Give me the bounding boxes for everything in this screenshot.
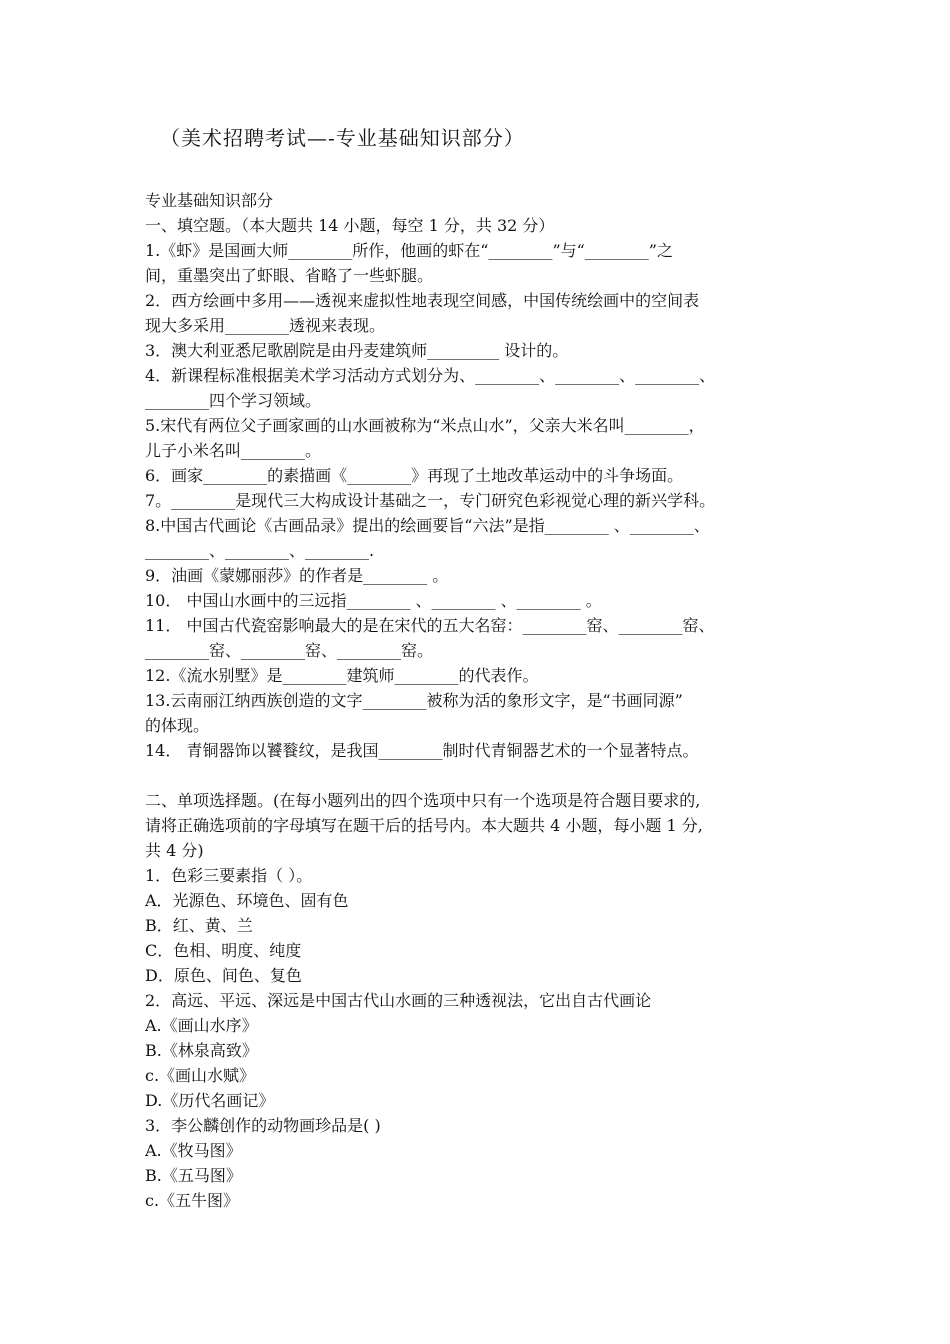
question-line: ________、________、________. bbox=[145, 541, 375, 560]
question-line: ________四个学习领域。 bbox=[145, 391, 322, 410]
question-line: 10． 中国山水画中的三远指________ 、________ 、________ 。 bbox=[145, 591, 602, 610]
question-line: 14． 青铜器饰以饕餮纹，是我国________制时代青铜器艺术的一个显著特点。 bbox=[145, 741, 699, 760]
section2-header: 共 4 分) bbox=[145, 841, 204, 860]
choice-line: B．红、黄、兰 bbox=[145, 916, 253, 935]
question-line: 4．新课程标准根据美术学习活动方式划分为、________、________、________、 bbox=[145, 366, 716, 385]
choice-line: 3．李公麟创作的动物画珍品是( ) bbox=[145, 1116, 381, 1135]
question-line: 8.中国古代画论《古画品录》提出的绘画要旨“六法”是指________ 、________、 bbox=[145, 516, 710, 535]
choice-line: D.《历代名画记》 bbox=[145, 1091, 275, 1110]
question-line: 的体现。 bbox=[145, 716, 210, 735]
choice-line: B.《林泉高致》 bbox=[145, 1041, 258, 1060]
question-line: 13.云南丽江纳西族创造的文字________被称为活的象形文字，是“书画同源” bbox=[145, 691, 683, 710]
question-line: 3．澳大利亚悉尼歌剧院是由丹麦建筑师_________ 设计的。 bbox=[145, 341, 569, 360]
document-title: （美术招聘考试—-专业基础知识部分） bbox=[160, 126, 525, 150]
question-line: 儿子小米名叫________。 bbox=[145, 441, 322, 460]
choice-line: c.《五牛图》 bbox=[145, 1191, 240, 1210]
question-line: ________窑、________窑、________窑。 bbox=[145, 641, 434, 660]
section2-header: 二、单项选择题。(在每小题列出的四个选项中只有一个选项是符合题目要求的, bbox=[145, 791, 701, 810]
choice-line: c.《画山水赋》 bbox=[145, 1066, 256, 1085]
question-line: 间，重墨突出了虾眼、省略了一些虾腿。 bbox=[145, 266, 434, 285]
choice-line: 2．高远、平远、深远是中国古代山水画的三种透视法，它出自古代画论 bbox=[145, 991, 652, 1010]
choice-line: A．光源色、环境色、固有色 bbox=[145, 891, 349, 910]
question-line: 6．画家________的素描画《________》再现了土地改革运动中的斗争场面。 bbox=[145, 466, 684, 485]
choice-line: D．原色、间色、复色 bbox=[145, 966, 302, 985]
question-line: 1.《虾》是国画大师________所作，他画的虾在“________”与“________”之 bbox=[145, 241, 673, 260]
choice-line: A.《牧马图》 bbox=[145, 1141, 242, 1160]
question-line: 12.《流水别墅》是________建筑师________的代表作。 bbox=[145, 666, 539, 685]
choice-line: C．色相、明度、纯度 bbox=[145, 941, 302, 960]
section2-header: 请将正确选项前的字母填写在题干后的括号内。本大题共 4 小题，每小题 1 分, bbox=[145, 816, 703, 835]
question-line: 2．西方绘画中多用——透视来虚拟性地表现空间感，中国传统绘画中的空间表 bbox=[145, 291, 700, 310]
question-line: 7。________是现代三大构成设计基础之一，专门研究色彩视觉心理的新兴学科。 bbox=[145, 491, 716, 510]
section1-header: 一、填空题。（本大题共 14 小题，每空 1 分，共 32 分） bbox=[145, 216, 555, 235]
document-body bbox=[145, 188, 815, 1213]
question-line: 现大多采用________透视来表现。 bbox=[145, 316, 386, 335]
choice-line: A.《画山水序》 bbox=[145, 1016, 258, 1035]
question-line: 5.宋代有两位父子画家画的山水画被称为“米点山水”，父亲大米名叫________， bbox=[145, 416, 705, 435]
section-heading: 专业基础知识部分 bbox=[145, 191, 274, 210]
section-spacer bbox=[145, 763, 815, 788]
choice-line: 1．色彩三要素指（ ）。 bbox=[145, 866, 313, 885]
question-line: 11． 中国古代瓷窑影响最大的是在宋代的五大名窑：________窑、________窑、 bbox=[145, 616, 715, 635]
choice-line: B.《五马图》 bbox=[145, 1166, 242, 1185]
question-line: 9．油画《蒙娜丽莎》的作者是________ 。 bbox=[145, 566, 449, 585]
